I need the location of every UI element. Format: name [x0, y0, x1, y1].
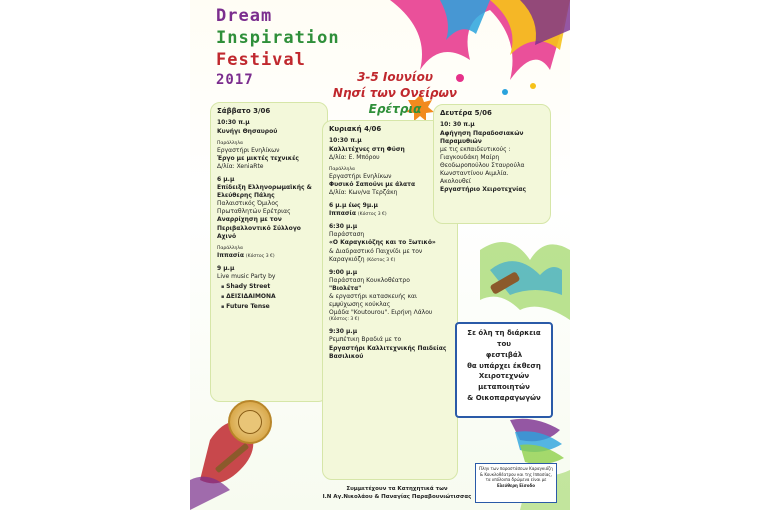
event-cost: (Κόστος: 3 €): [329, 317, 360, 323]
venue-town: Ερέτρια: [368, 102, 422, 116]
event-title: Ιππασία: [329, 210, 356, 218]
event-title: Αφήγηση Παραδοσιακών Παραμυθιών: [440, 129, 524, 145]
church-seal-logo: [228, 400, 272, 444]
puppet-title: "Βιολέτα": [329, 284, 362, 292]
band-item: ▪ Future Tense: [221, 303, 321, 311]
event-detail: Γιαγκουδάκη Μαίρη: [440, 153, 500, 161]
event-title: Ιππασία: [217, 251, 244, 259]
puppet-group: Ομάδα "Koutourou". Ειρήνη Λάλου: [329, 309, 433, 317]
event-time: 6 μ.μ: [217, 175, 235, 183]
info-line: τα υπόλοιπα δρώμενα είναι με: [485, 477, 547, 483]
final-event-intro: Ρεμπέτικη Βραδιά με το: [329, 336, 402, 344]
event-detail: Εργαστήριο Χειροτεχνίας: [440, 186, 527, 194]
event-host: Παλαιστικός Όμιλος: [217, 200, 279, 208]
event-cost: (Κόστος 3 €): [245, 253, 275, 259]
info-line: Πλην των παραστάσεων Καραγκιόζη: [479, 466, 553, 471]
workshop-host: Δ/λία: XeniaRte: [217, 162, 264, 170]
final-event-title: Εργαστήρι Καλλιτεχνικής Παιδείας: [329, 344, 447, 352]
event-title: Καλλιτέχνες στη Φύση: [329, 145, 405, 153]
event-time: 9:00 μ.μ: [329, 268, 358, 276]
party-label: Live music Party by: [217, 272, 276, 280]
show-extra: & Διαδραστικό Παιχνίδι με τον: [329, 247, 423, 255]
band-item: ▪ Shady Street: [221, 283, 321, 291]
note-line: Χειροτεχνών: [478, 372, 530, 381]
parallel-label: Παράλληλα: [329, 166, 355, 172]
note-line: Σε όλη τη διάρκεια του: [467, 329, 541, 348]
note-line: φεστιβάλ: [485, 350, 523, 359]
monday-schedule-panel: [433, 104, 551, 224]
workshop-label: Εργαστήρι Ενηλίκων: [217, 146, 280, 154]
show-extra: Καραγκιόζη: [329, 255, 365, 263]
festival-title-line2: Inspiration: [216, 28, 340, 48]
event-time: 10:30 π.μ: [217, 119, 250, 127]
workshop-title: Φυσικό Σαπούνι με άλατα: [329, 180, 416, 188]
final-event-place: Βασιλικού: [329, 352, 364, 360]
day-heading: Κυριακή 4/06: [329, 125, 382, 133]
event-detail: Ακολουθεί: [440, 178, 471, 186]
workshop-label: Εργαστήρι Ενηλίκων: [329, 172, 392, 180]
festival-title-line1: Dream: [216, 6, 273, 26]
date-range: 3-5 Ιουνίου: [357, 70, 433, 84]
puppet-extra: & εργαστήρι κατασκευής και: [329, 293, 417, 300]
note-line: θα υπάρχει έκθεση: [467, 361, 541, 370]
entry-info-box: [475, 463, 557, 503]
participants-footer: [322, 486, 472, 501]
event-time: 6:30 μ.μ: [329, 223, 358, 231]
note-line: μεταποιητών: [478, 383, 530, 392]
note-line: & Οικοπαραγωγών: [467, 394, 541, 403]
festival-title-line3: Festival: [216, 50, 306, 70]
event-cost: (Κόστος 3 €): [366, 257, 396, 263]
info-line: & Κουκλοθέατρου και της Ιππασίας,: [479, 471, 553, 477]
workshop-title: Έργο με μικτές τεχνικές: [217, 154, 299, 162]
workshop-host: Δ/λία: Κων/να Τερζάκη: [329, 188, 398, 196]
event-title: Κυνήγι Θησαυρού: [217, 127, 278, 135]
event-time: 6 μ.μ έως 9μ.μ: [329, 202, 378, 210]
footer-line: Συμμετέχουν τα Κατηχητικά των: [346, 486, 448, 492]
show-label: Παράσταση: [329, 231, 365, 239]
parallel-label: Παράλληλα: [217, 140, 243, 146]
saturday-schedule-panel: [210, 102, 328, 402]
event-host: Δ/λία: Ε. Μπόρου: [329, 153, 380, 161]
event-title: Αναρρίχηση με τον Περιβαλλοντικό Σύλλογο Αχινό: [217, 216, 301, 240]
exhibition-note: [455, 322, 553, 418]
puppet-extra: εμψύχωσης κούκλας: [329, 301, 391, 309]
footer-line: Ι.Ν Αγ.Νικολάου & Παναγίας Παραβουνιώτισσας: [322, 493, 472, 500]
event-detail: με τις εκπαιδευτικούς :: [440, 145, 511, 153]
event-time: 9 μ.μ: [217, 264, 235, 272]
event-time: 10: 30 π.μ: [440, 121, 475, 129]
day-heading: Σάββατο 3/06: [217, 107, 271, 115]
event-time: 9:30 μ.μ: [329, 328, 358, 336]
venue-name: Νησί των Ονείρων: [332, 86, 458, 100]
parallel-label: Παράλληλα: [217, 245, 243, 251]
event-detail: Θεοδωροπούλου Σταυρούλα: [440, 161, 525, 169]
event-time: 10:30 π.μ: [329, 137, 362, 145]
puppet-label: Παράσταση Κουκλοθέατρο: [329, 276, 410, 284]
festival-year: 2017: [216, 72, 254, 88]
info-line: Ελεύθερη Είσοδο: [497, 482, 535, 488]
event-detail: Κωνσταντίνου Αιμιλία.: [440, 170, 509, 177]
day-heading: Δευτέρα 5/06: [440, 109, 492, 117]
event-host: Πρωταθλητών Ερέτριας: [217, 208, 291, 216]
event-cost: (Κόστος 3 €): [357, 212, 387, 218]
band-item: ▪ ΔΕΙΣΙΔΑΙΜΟΝΑ: [221, 293, 321, 301]
show-title: «Ο Καραγκιόζης και το Ξωτικό»: [329, 239, 436, 247]
event-title: Επίδειξη Ελληνορωμαϊκής & Ελεύθερης Πάλης: [217, 184, 312, 200]
band-list: [221, 283, 321, 311]
